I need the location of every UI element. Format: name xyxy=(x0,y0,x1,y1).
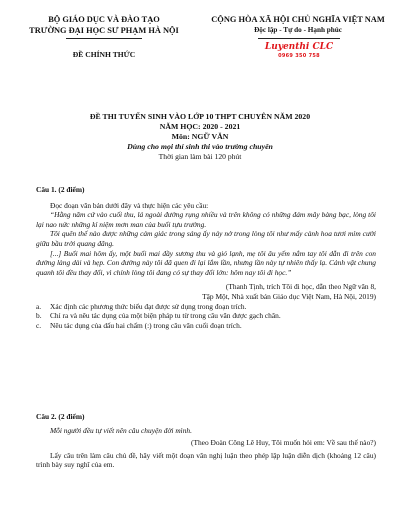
question-2-task: Lấy câu trên làm câu chủ đề, hãy viết một đoạn văn nghị luận theo phép lập luận diễn dịch (khoảng 12 câu) trình bày suy nghĩ của em. xyxy=(36,450,376,470)
task-text: Xác định các phương thức biểu đạt được sử dụng trong đoạn trích. xyxy=(50,301,247,311)
watermark-stamp xyxy=(256,42,342,62)
task-label: a. xyxy=(36,301,42,311)
question-1 xyxy=(36,185,376,330)
left-header-rule xyxy=(66,38,142,39)
task-label: c. xyxy=(36,320,42,330)
task-item xyxy=(36,311,376,321)
question-1-instruction: Đọc đoạn văn bản dưới đây và thực hiện các yêu cầu: xyxy=(50,200,209,210)
task-text: Nêu tác dụng của dấu hai chấm (:) trong câu văn cuối đoạn trích. xyxy=(50,320,242,330)
right-header-rule xyxy=(258,38,340,39)
question-1-heading: Câu 1. (2 điểm) xyxy=(36,185,85,194)
question-2-heading: Câu 2. (2 điểm) xyxy=(36,412,85,421)
audience-note: Dùng cho mọi thí sinh thi vào trường chuyên xyxy=(127,142,273,151)
subject: Môn: NGỮ VĂN xyxy=(171,132,229,141)
passage-source-line-2: Tập Một, Nhà xuất bản Giáo dục Việt Nam, Hà Nội, 2019) xyxy=(202,291,376,301)
national-motto: Độc lập - Tự do - Hạnh phúc xyxy=(254,26,342,34)
stamp-phone: 0969 350 758 xyxy=(278,53,320,59)
task-item xyxy=(36,321,376,331)
question-2-quote: Mỗi người đều tự viết nên câu chuyện đời mình. xyxy=(50,425,192,435)
task-label: b. xyxy=(36,311,42,321)
national-header xyxy=(208,14,388,35)
ministry-name: BỘ GIÁO DỤC VÀ ĐÀO TẠO xyxy=(48,15,160,24)
exam-title-block xyxy=(0,112,400,162)
exam-title: ĐỀ THI TUYỂN SINH VÀO LỚP 10 THPT CHUYÊN NĂM 2020 xyxy=(89,112,311,121)
passage-source-line-1: (Thanh Tịnh, trích Tôi đi học, dẫn theo Ngữ văn 8, xyxy=(225,282,376,292)
passage-paragraph-3: [...] Buổi mai hôm ấy, một buổi mai đầy sương thu và gió lạnh, mẹ tôi âu yếm nắm tay tôi dẫn đi trên con đường làng dài và hẹp. Con đường này tôi đã quen đi lại lắm lần, nhưng lần này tự nhiên thấy lạ. Cảnh vật chung quanh tôi đều thay đổi, vì chính lòng tôi đang có sự thay đổi lớn: hôm nay tôi đi học.” xyxy=(36,248,376,277)
school-year: NĂM HỌC: 2020 - 2021 xyxy=(159,122,241,131)
passage-paragraph-1: “Hằng năm cứ vào cuối thu, lá ngoài đường rụng nhiều và trên không có những đám mây bàng bạc, lòng tôi lại nao nức những kỉ niệm mơn man của buổi tựu trường. xyxy=(36,210,376,229)
time-limit: Thời gian làm bài 120 phút xyxy=(158,152,242,161)
question-2-source: (Theo Đoàn Công Lê Huy, Tôi muốn hỏi em: Về sau thế nào?) xyxy=(191,438,376,448)
official-label: ĐỀ CHÍNH THỨC xyxy=(72,50,136,59)
task-text: Chỉ ra và nêu tác dụng của một biện pháp tu từ trong câu văn được gạch chân. xyxy=(50,311,281,321)
ministry-header xyxy=(20,14,188,36)
task-item xyxy=(36,302,376,312)
university-name: TRƯỜNG ĐẠI HỌC SƯ PHẠM HÀ NỘI xyxy=(29,26,179,35)
passage-paragraph-2: Tôi quên thế nào được những cảm giác trong sáng ấy nảy nở trong lòng tôi như mấy cành hoa tươi mỉm cười giữa bầu trời quang đãng. xyxy=(36,229,376,248)
stamp-name: Luyenthi CLC xyxy=(264,42,334,52)
question-2 xyxy=(36,412,376,470)
country-name: CỘNG HÒA XÃ HỘI CHỦ NGHĨA VIỆT NAM xyxy=(211,15,385,24)
